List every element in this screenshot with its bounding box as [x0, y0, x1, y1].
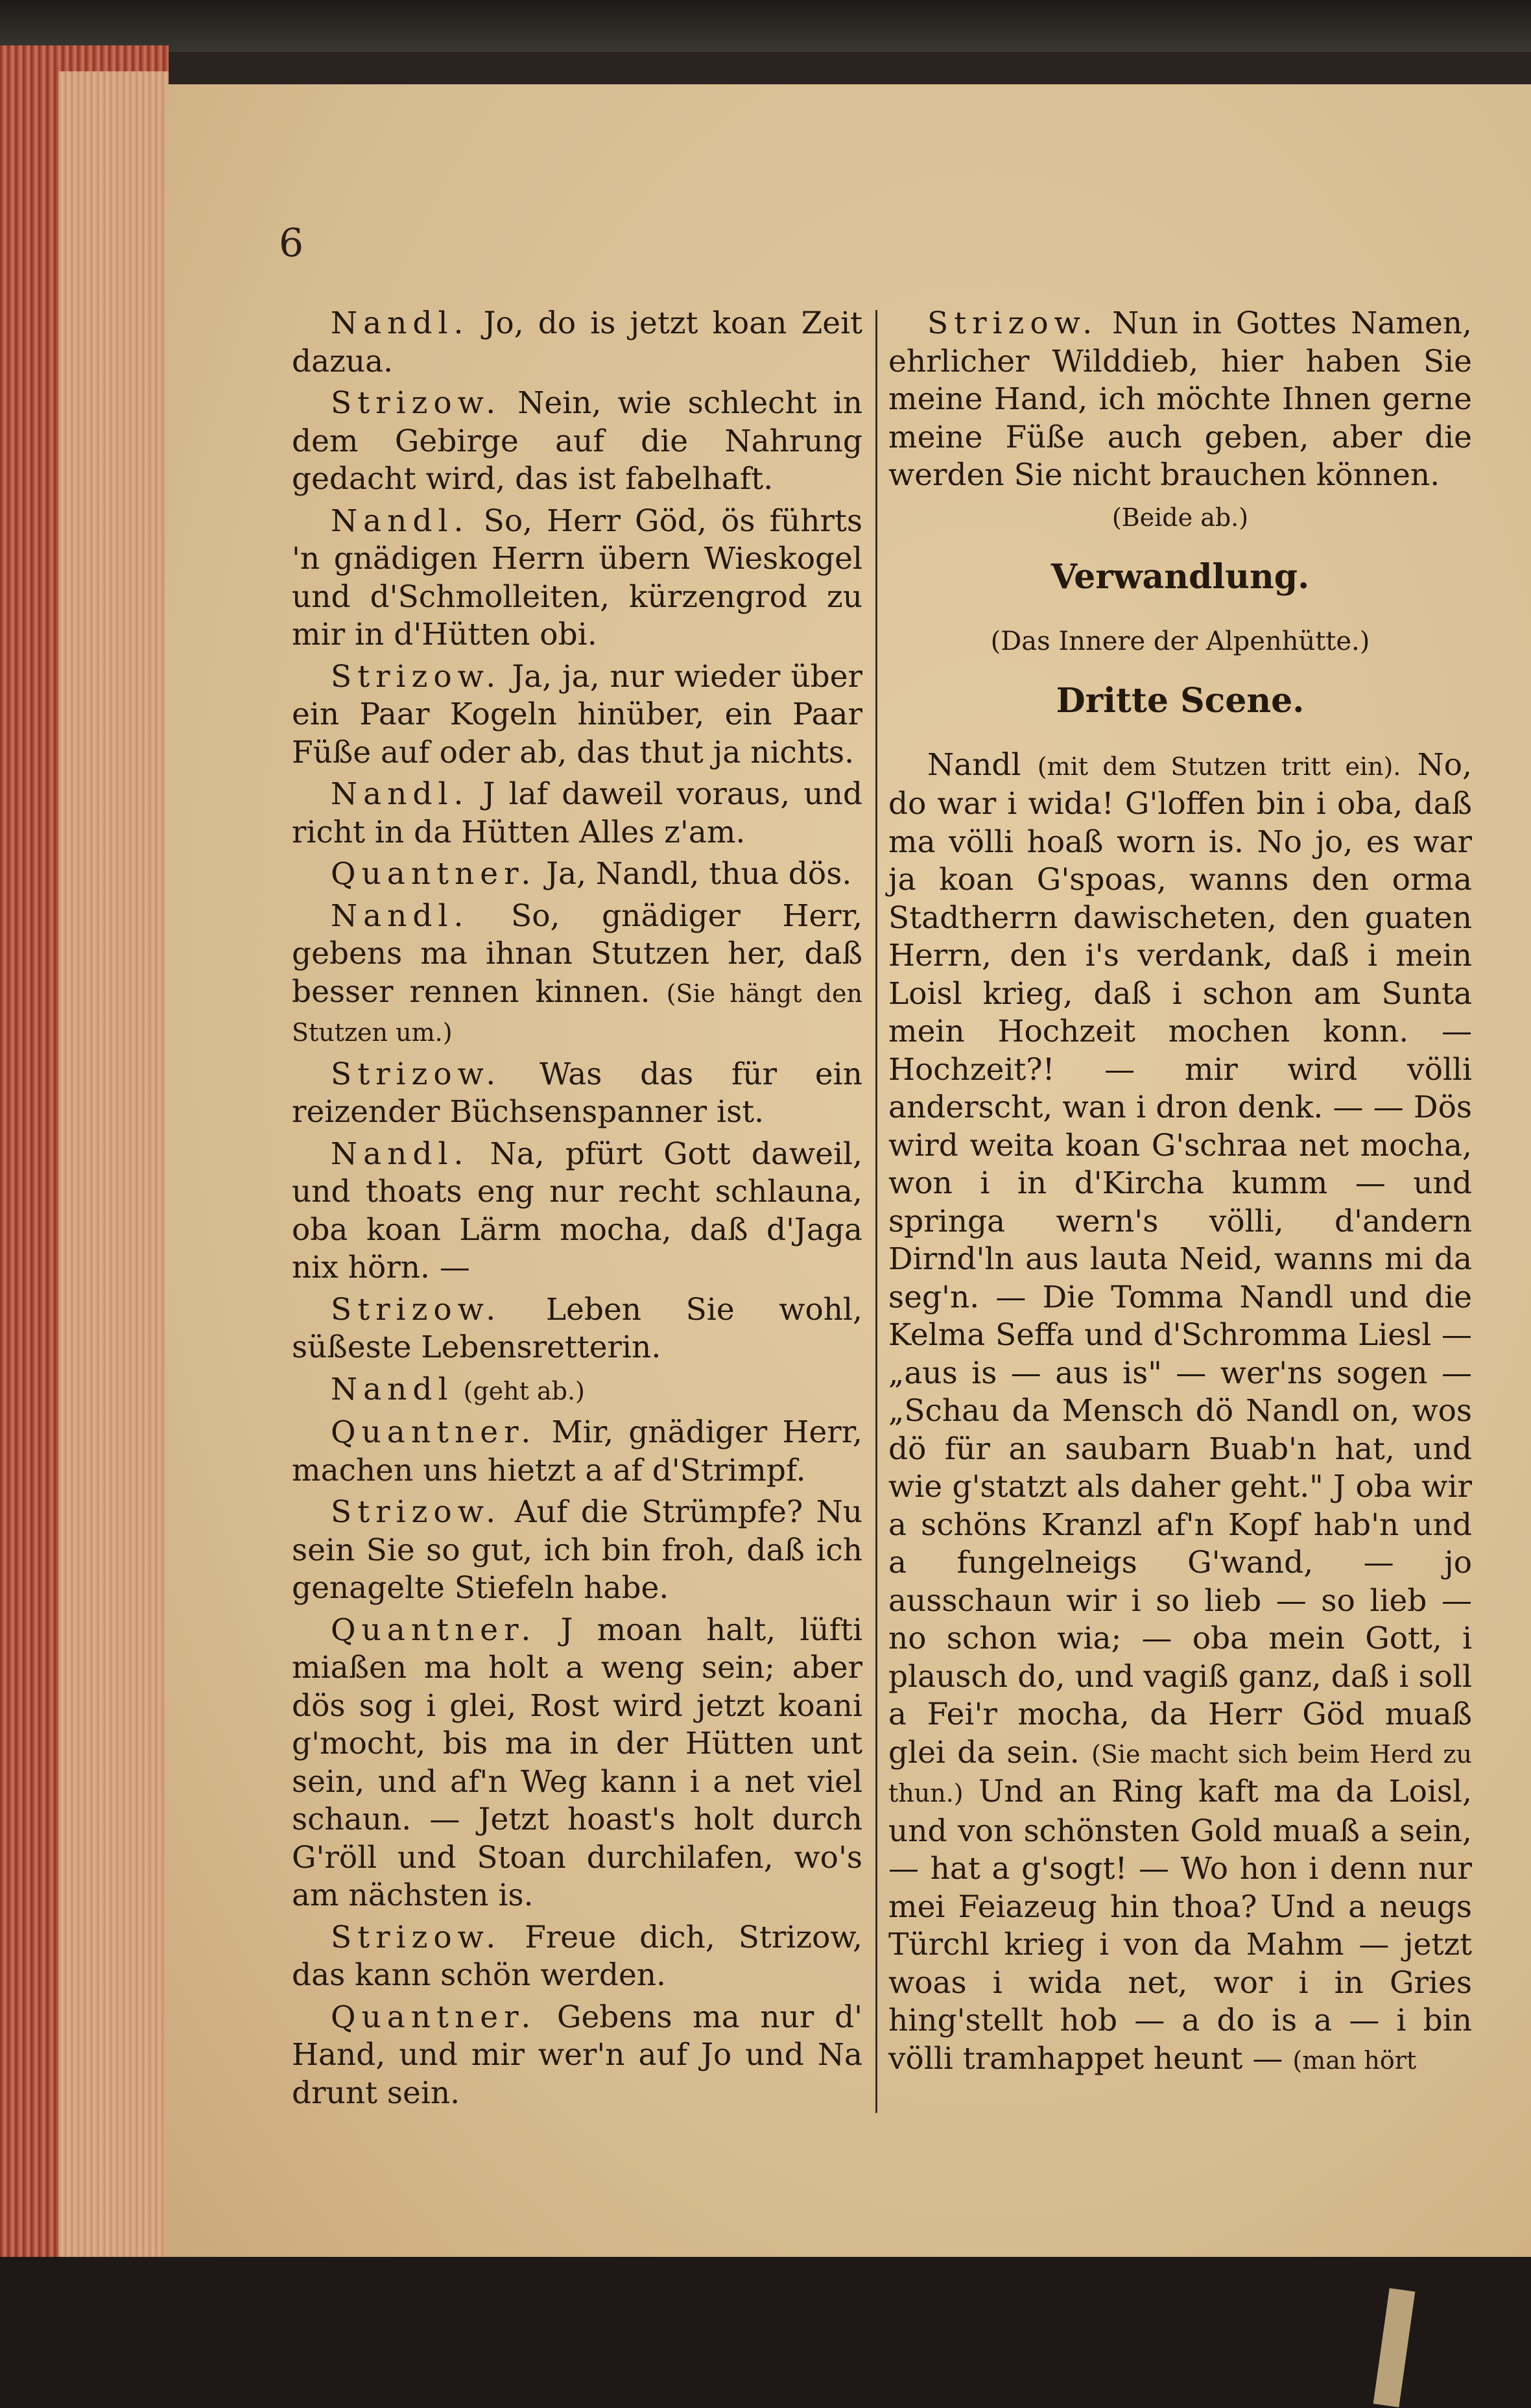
dialogue-text: Gebens ma nur d' Hand, und mir wer'n auf Jo und Na drunt sein. — [292, 1999, 862, 2111]
exit-direction: (Beide ab.) — [1111, 503, 1249, 532]
dialogue-line — [292, 776, 862, 852]
dialogue-text: So, Herr Göd, ös führts 'n gnädigen Herrn übern Wieskogel und d'Schmolleiten, kürzengrod zu mir in d'Hütten obi. — [292, 503, 862, 652]
dialogue-line — [292, 1136, 862, 1287]
table-background — [0, 2257, 1531, 2408]
dialogue-text: No, do war i wida! G'loffen bin i oba, daß ma völli hoaß worn is. No jo, es war ja koan G'spoas, wanns den orma Stadtherrn dawischeten, den guaten Herrn, den i's verdank, daß i mein Loisl krieg, daß i schon am Sunta mein Hochzeit mochen konn. — Hochzeit?! — mir wird völli anderscht, wan i dron denk. — — Dös wird weita koan G'schraa net mocha, won i in d'Kircha kumm — und springa wern's völli, d'andern Dirnd'ln aus lauta Neid, wanns mi da seg'n. — Die Tomma Nandl und die Kelma Seffa und d'Schromma Liesl — „aus is — aus is" — wer'ns sogen — „Schau da Mensch dö Nandl on, wos dö für an saubarn Buab'n hat, und wie g'statzt als daher geht." J oba wir a schöns Kranzl af'n Kopf hab'n und a fungelneigs G'wand, — jo ausschaun wir i so lieb — so lieb — no schon wia; — oba mein Gott, i plausch do, und vagiß ganz, daß i soll a Fei'r mocha, da Herr Göd muaß glei da sein. — [888, 746, 1472, 1770]
speaker-name: Quantner. — [331, 1612, 537, 1648]
speaker-name: Strizow. — [331, 385, 502, 421]
dialogue-line — [292, 1371, 862, 1411]
dialogue-line — [292, 658, 862, 772]
column-divider — [875, 310, 877, 2113]
speaker-name: Nandl. — [331, 503, 469, 539]
dialogue-text: Nein, wie schlecht in dem Gebirge auf die Nahrung gedacht wird, das ist fabelhaft. — [292, 385, 862, 497]
dialogue-text: Auf die Strümpfe? Nu sein Sie so gut, ich bin froh, daß ich genagelte Stiefeln habe. — [292, 1494, 862, 1606]
dialogue-text: J moan halt, lüfti miaßen ma holt a weng sein; aber dös sog i glei, Rost wird jetzt koani g'mocht, bis ma in der Hütten unt sein, und af'n Weg kann i a net viel schaun. — Jetzt hoast's holt durch G'röll und Stoan durchilafen, wo's am nächsten is. — [292, 1612, 862, 1913]
speaker-name: Nandl. — [331, 898, 469, 934]
dialogue-text: So, gnädiger Herr, gebens ma ihnan Stutzen her, daß besser rennen kinnen. — [292, 898, 862, 1010]
dialogue-line — [888, 305, 1472, 495]
speaker-name: Strizow. — [331, 1494, 502, 1530]
dialogue-text: J laf daweil voraus, und richt in da Hütten Alles z'am. — [292, 776, 862, 850]
stage-direction: (Sie macht sich beim Herd zu thun.) — [888, 1739, 1472, 1807]
dialogue-line — [292, 1612, 862, 1915]
stage-direction: (mit dem Stutzen tritt ein). — [1037, 752, 1401, 781]
dialogue-line — [292, 1414, 862, 1490]
speaker-name: Strizow. — [331, 1919, 502, 1955]
dialogue-line — [292, 855, 862, 894]
dialogue-text: Leben Sie wohl, süßeste Lebensretterin. — [292, 1291, 862, 1365]
speaker-name: Strizow. — [331, 658, 502, 695]
right-column — [888, 305, 1472, 2083]
dialogue-text: Ja, ja, nur wieder über ein Paar Kogeln hinüber, ein Paar Füße auf oder ab, das thut ja nichts. — [292, 658, 862, 770]
dialogue-line — [292, 1056, 862, 1132]
dialogue-line — [292, 385, 862, 499]
setting-description: (Das Innere der Alpenhütte.) — [990, 626, 1370, 656]
dialogue-text: Und an Ring kaft ma da Loisl, und von schönsten Gold muaß a sein, — hat a g'sogt! — Wo hon i denn nur mei Feiazeug hin thoa? Und a neugs Türchl krieg i von da Mahm — jetzt woas i wida net, wor i in Gries hing'stellt hob — a do is a — i bin völli tramhappet heunt — — [888, 1774, 1472, 2077]
stage-direction: (Sie hängt den Stutzen um.) — [292, 979, 862, 1047]
speaker-name: Quantner. — [331, 1414, 537, 1450]
dialogue-text: Was das für ein reizender Büchsenspanner ist. — [292, 1056, 862, 1130]
dialogue-text: Ja, Nandl, thua dös. — [546, 856, 852, 892]
stage-direction: (man hört — [1292, 2045, 1417, 2075]
dialogue-line — [292, 1291, 862, 1367]
dialogue-line — [292, 305, 862, 381]
speaker-name: Strizow. — [331, 1291, 502, 1328]
speaker-name: Quantner. — [331, 1999, 537, 2035]
dialogue-line — [292, 503, 862, 654]
dialogue-text: Freue dich, Strizow, das kann schön werden. — [292, 1919, 862, 1993]
page-stack-inner — [58, 71, 169, 2257]
scene-title: Dritte Scene. — [1056, 681, 1305, 721]
speaker-name: Strizow. — [927, 305, 1098, 341]
dialogue-line — [292, 1999, 862, 2113]
dialogue-line — [292, 1494, 862, 1608]
speaker-name: Nandl — [927, 746, 1021, 783]
speaker-name: Quantner. — [331, 856, 537, 892]
dialogue-text: Na, pfürt Gott daweil, und thoats eng nur recht schlauna, oba koan Lärm mocha, daß d'Jaga nix hörn. — — [292, 1136, 862, 1285]
dialogue-text: Jo, do is jetzt koan Zeit dazua. — [292, 305, 862, 379]
speaker-name: Nandl — [331, 1371, 454, 1407]
book-cover-top — [0, 0, 1531, 52]
speaker-name: Nandl. — [331, 1136, 469, 1172]
speaker-name: Nandl. — [331, 305, 469, 341]
dialogue-text: Mir, gnädiger Herr, machen uns hietzt a af d'Strimpf. — [292, 1414, 862, 1488]
stage-direction: (geht ab.) — [463, 1376, 585, 1405]
dialogue-line — [888, 746, 1472, 2080]
dialogue-line — [292, 1919, 862, 1995]
dialogue-line — [292, 898, 862, 1052]
page-number: 6 — [279, 221, 304, 266]
speaker-name: Strizow. — [331, 1056, 502, 1092]
dialogue-text: Nun in Gottes Namen, ehrlicher Wilddieb, hier haben Sie meine Hand, ich möchte Ihnen gerne meine Füße auch geben, aber die werden Sie nicht brauchen können. — [888, 305, 1472, 493]
speaker-name: Nandl. — [331, 776, 469, 812]
transformation-heading: Verwandlung. — [1050, 557, 1310, 597]
left-column — [292, 305, 862, 2116]
